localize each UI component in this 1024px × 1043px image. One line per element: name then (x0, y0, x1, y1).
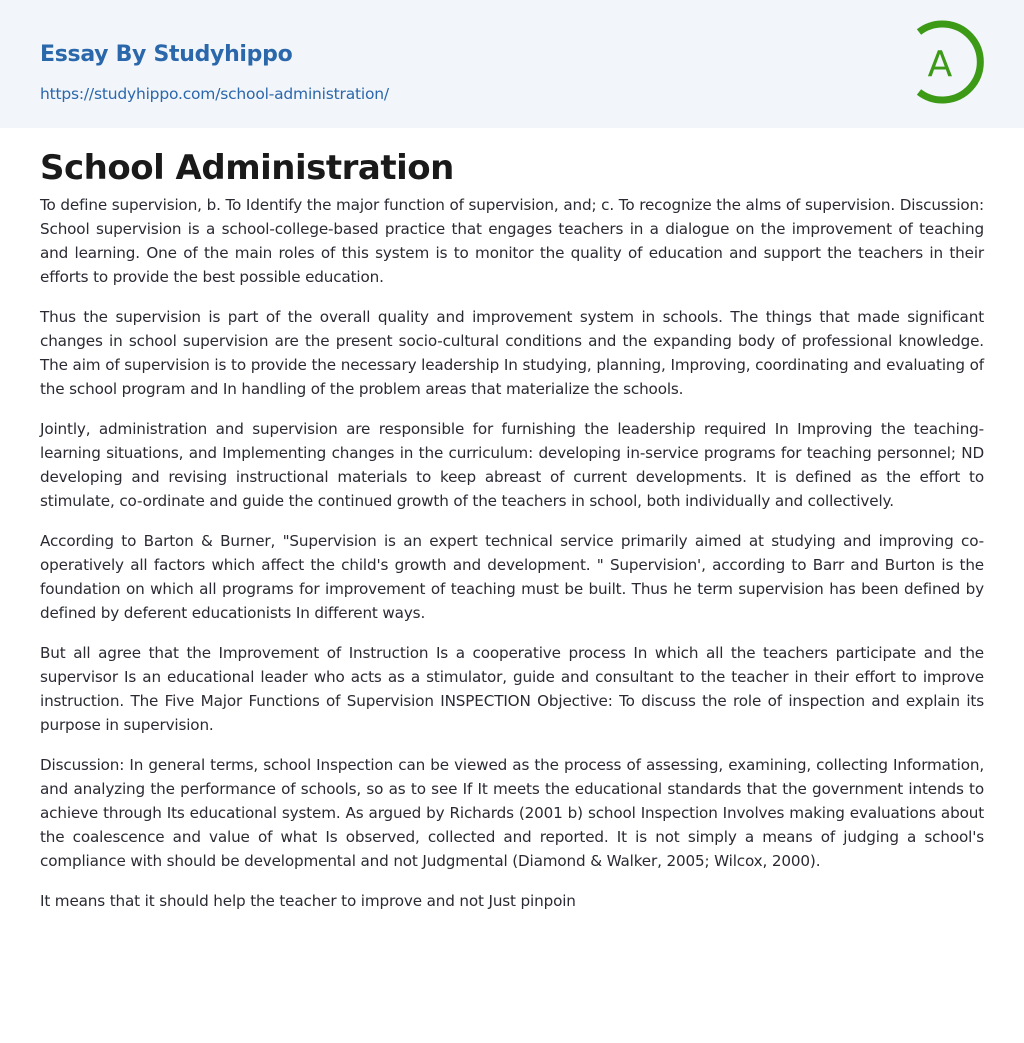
brand-title: Essay By Studyhippo (40, 42, 293, 67)
essay-paragraph: But all agree that the Improvement of Instruction Is a cooperative process In which all the teachers participate and the supervisor Is an educational leader who acts as a stimulator, guide and consultant to the teacher in their effort to improve instruction. The Five Major Functions of Supervision INSPECTION Objective: To discuss the role of inspection and explain its purpose in supervision. (40, 644, 984, 734)
essay-content (0, 128, 1024, 913)
essay-paragraph: Jointly, administration and supervision are responsible for furnishing the leadership required In Improving the teaching-learning situations, and Implementing changes in the curriculum: developing in-service programs for teaching personnel; ND developing and revising instructional materials to keep abreast of current developments. It is defined as the effort to stimulate, co-ordinate and guide the continued growth of the teachers in school, both individually and collectively. (40, 420, 984, 510)
essay-paragraph: Discussion: In general terms, school Inspection can be viewed as the process of assessing, examining, collecting Information, and analyzing the performance of schools, so as to see If It meets the educational standards that the government intends to achieve through Its educational system. As argued by Richards (2001 b) school Inspection Involves making evaluations about the coalescence and value of what Is observed, collected and reported. It is not simply a means of judging a school's compliance with should be developmental and not Judgmental (Diamond & Walker, 2005; Wilcox, 2000). (40, 756, 984, 870)
essay-paragraph-truncated: It means that it should help the teacher to improve and not Just pinpoin (40, 892, 576, 910)
studyhippo-logo-icon[interactable] (912, 18, 988, 106)
essay-paragraph: To define supervision, b. To Identify the major function of supervision, and; c. To recognize the alms of supervision. Discussion: School supervision is a school-college-based practice that engages teachers in a dialogue on the improvement of teaching and learning. One of the main roles of this system is to monitor the quality of education and support the teachers in their efforts to provide the best possible education. (40, 196, 984, 286)
logo-letter: A (927, 44, 953, 85)
essay-paragraph: Thus the supervision is part of the overall quality and improvement system in schools. The things that made significant changes in school supervision are the present socio-cultural conditions and the expanding body of professional knowledge. The aim of supervision is to provide the necessary leadership In studying, planning, Improving, coordinating and evaluating of the school program and In handling of the problem areas that materialize the schools. (40, 308, 984, 398)
essay-paragraph: According to Barton & Burner, "Supervision is an expert technical service primarily aimed at studying and improving co-operatively all factors which affect the child's growth and development. " Supervision', according to Barr and Burton is the foundation on which all programs for improvement of teaching must be built. Thus he term supervision has been defined by defined by deferent educationists In different ways. (40, 532, 984, 622)
page-title: School Administration (40, 148, 454, 188)
site-header (0, 0, 1024, 128)
essay-url-link[interactable]: https://studyhippo.com/school-administration/ (40, 85, 389, 103)
